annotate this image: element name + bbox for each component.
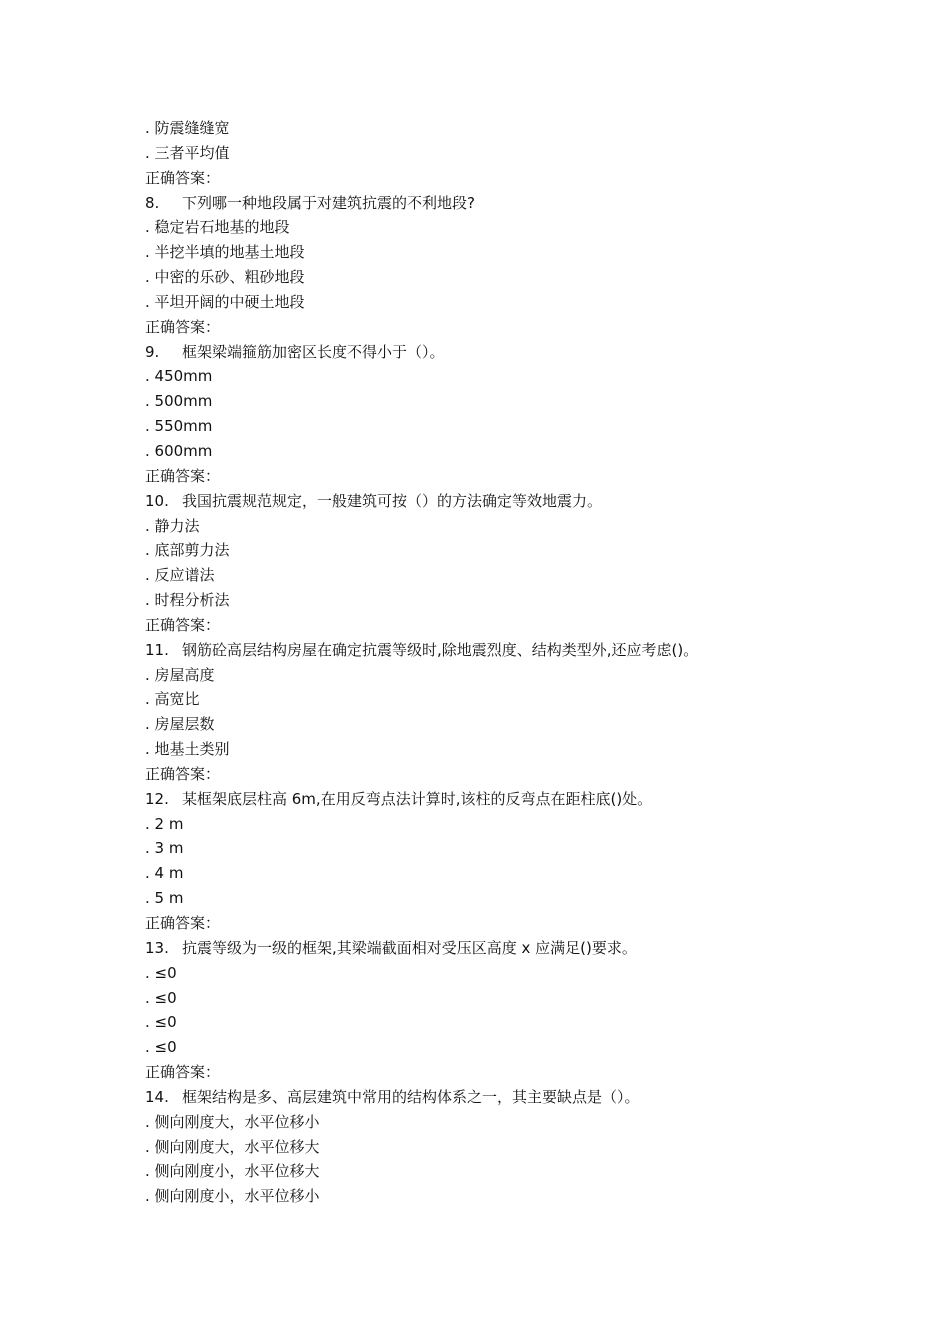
question-text: 抗震等级为一级的框架,其梁端截面相对受压区高度 x 应满足()要求。	[182, 938, 637, 957]
option-line: . 房屋高度	[145, 665, 215, 684]
question-text: 我国抗震规范规定，一般建筑可按（）的方法确定等效地震力。	[182, 491, 603, 510]
answer-label: 正确答案：	[145, 1063, 221, 1082]
question-number: 10.	[145, 491, 169, 510]
option-line: . ≤0	[145, 988, 177, 1007]
option-line: . 稳定岩石地基的地段	[145, 218, 290, 237]
question-text: 下列哪一种地段属于对建筑抗震的不利地段?	[182, 193, 475, 212]
question-line	[145, 638, 925, 663]
answer-label: 正确答案：	[145, 764, 221, 783]
option-line: . ≤0	[145, 963, 177, 982]
option-line: . 5 m	[145, 889, 184, 908]
option-line: . 三者平均值	[145, 143, 230, 162]
option-line: . 高宽比	[145, 690, 200, 709]
question-text: 框架梁端箍筋加密区长度不得小于（）。	[182, 342, 445, 361]
answer-label: 正确答案：	[145, 914, 221, 932]
option-line: . 侧向刚度小，水平位移大	[145, 1162, 320, 1181]
option-line: . 4 m	[145, 864, 184, 883]
option-line: . ≤0	[145, 1038, 177, 1057]
option-line: . 3 m	[145, 839, 184, 858]
document-page	[145, 116, 925, 1209]
question-number: 11.	[145, 640, 169, 659]
option-line: . 侧向刚度大，水平位移小	[145, 1112, 320, 1131]
answer-label: 正确答案：	[145, 168, 221, 187]
question-number: 8.	[145, 193, 160, 212]
option-line: . 时程分析法	[145, 591, 230, 610]
question-number: 14.	[145, 1087, 169, 1106]
option-line: . 2 m	[145, 814, 184, 833]
option-line: . 600mm	[145, 441, 213, 460]
option-line: . 房屋层数	[145, 715, 215, 734]
option-line: . 平坦开阔的中硬土地段	[145, 292, 305, 311]
option-line: . 450mm	[145, 367, 213, 386]
question-text: 框架结构是多、高层建筑中常用的结构体系之一，其主要缺点是（）。	[182, 1087, 640, 1106]
option-line: . 500mm	[145, 392, 213, 411]
question-number: 13.	[145, 938, 169, 957]
option-line: . 底部剪力法	[145, 541, 230, 560]
question-line	[145, 489, 925, 514]
option-line: . 静力法	[145, 516, 200, 535]
answer-label: 正确答案：	[145, 615, 221, 634]
option-line: . 侧向刚度大，水平位移大	[145, 1137, 320, 1156]
option-line: . 地基土类别	[145, 740, 230, 759]
question-line	[145, 787, 925, 812]
option-line: . 半挖半填的地基土地段	[145, 243, 305, 262]
question-line	[145, 340, 925, 365]
question-line	[145, 1085, 925, 1110]
option-line: . 中密的乐砂、粗砂地段	[145, 268, 305, 287]
question-line	[145, 936, 925, 961]
option-line: . ≤0	[145, 1013, 177, 1032]
answer-label: 正确答案：	[145, 317, 221, 336]
option-line: . 防震缝缝宽	[145, 119, 230, 137]
question-text: 某框架底层柱高 6m,在用反弯点法计算时,该柱的反弯点在距柱底()处。	[182, 789, 653, 808]
question-number: 9.	[145, 342, 160, 361]
option-line: . 侧向刚度小，水平位移小	[145, 1187, 320, 1206]
option-line: . 550mm	[145, 417, 213, 436]
option-line: . 反应谱法	[145, 566, 215, 585]
question-text: 钢筋砼高层结构房屋在确定抗震等级时,除地震烈度、结构类型外,还应考虑()。	[182, 640, 699, 659]
answer-label: 正确答案：	[145, 466, 221, 485]
question-line	[145, 191, 925, 216]
question-number: 12.	[145, 789, 169, 808]
